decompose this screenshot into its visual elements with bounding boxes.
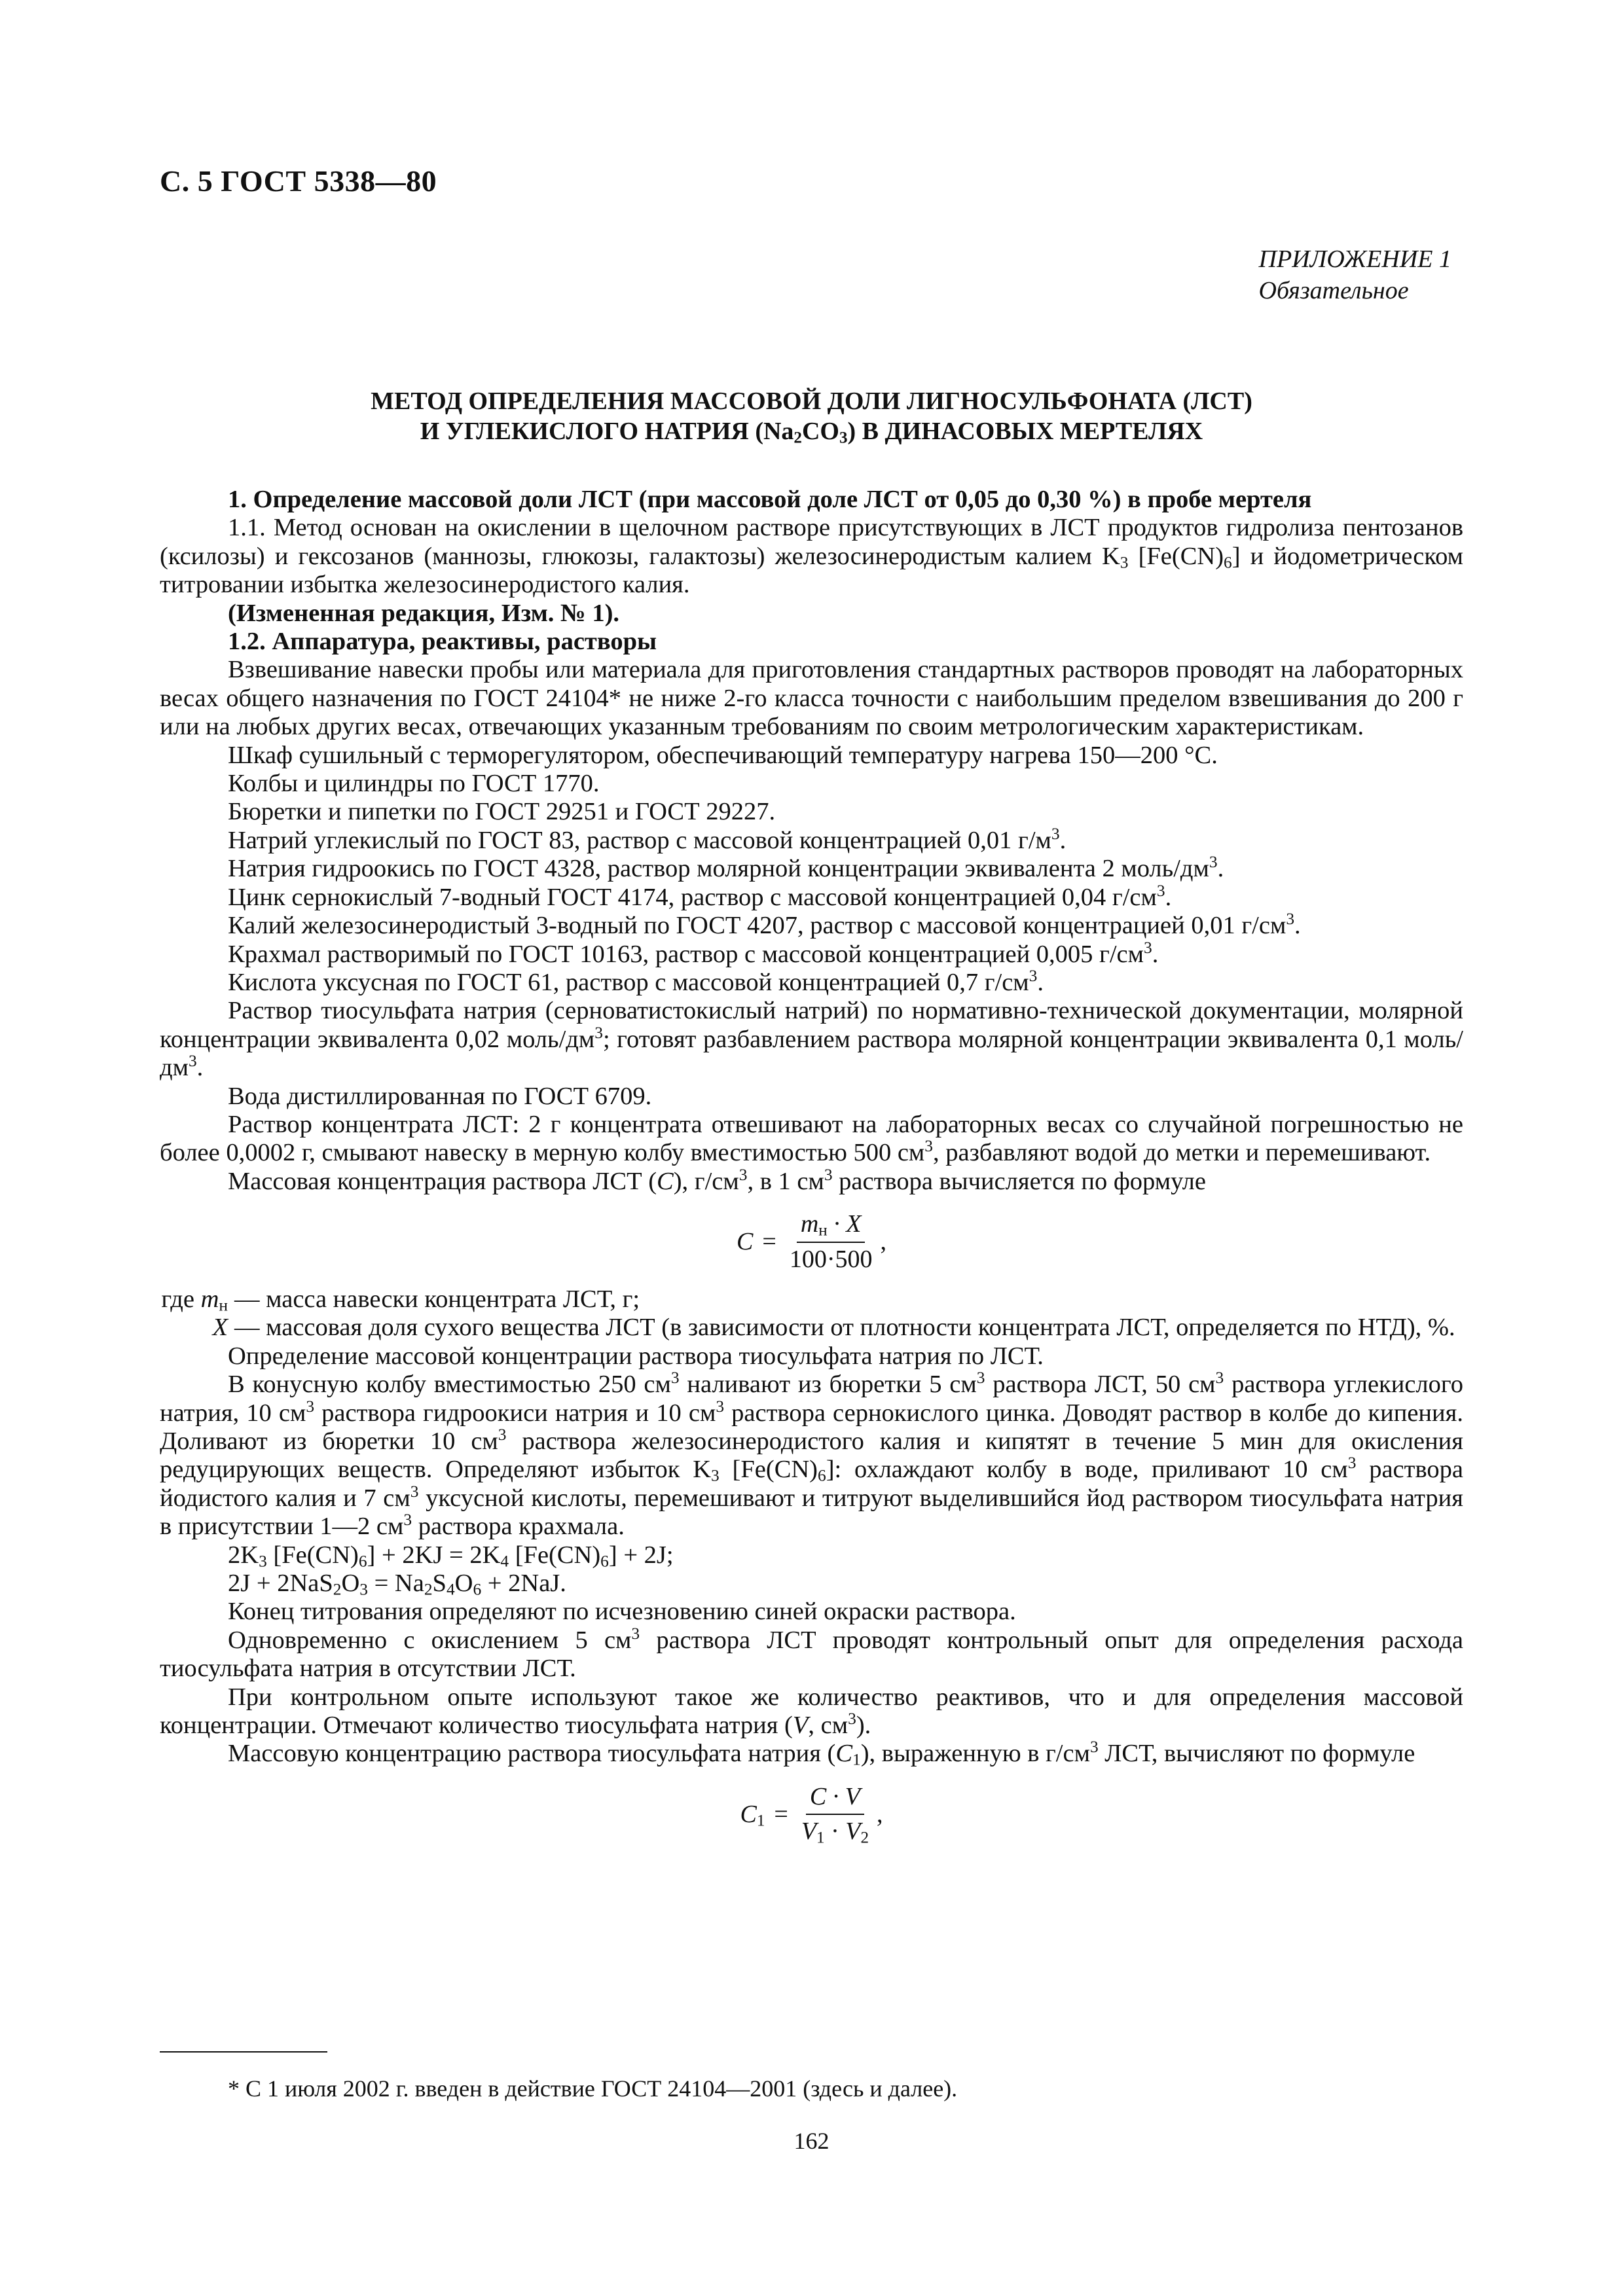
oven-item: Шкаф сушильный с терморегулятором, обеспечивающий температуру нагрева 150—200 °С. bbox=[228, 741, 1218, 769]
burettes-item: Бюретки и пипетки по ГОСТ 29251 и ГОСТ 29227. bbox=[228, 798, 776, 826]
where-item: X — массовая доля сухого вещества ЛСТ (в зависимости от плотности концентрата ЛСТ, определяется по НТД), %. bbox=[212, 1314, 1455, 1342]
formula-c1-fraction: $\frac{C \cdot V}{V_1 \cdot V_2}$ bbox=[801, 1782, 869, 1847]
reagent-item: Натрия гидроокись по ГОСТ 4328, раствор молярной концентрации эквивалента 2 моль/$дм^3$. bbox=[228, 853, 1224, 883]
endpoint-paragraph: Конец титрования определяют по исчезновению синей окраски раствора. bbox=[228, 1598, 1016, 1626]
control-2-paragraph: При контрольном опыте используют такое же количество реактивов, что и для определения массовой концентрации. Отмечают количество тиосульфата натрия (V, $см^3$). bbox=[160, 1683, 1463, 1740]
flasks-item: Колбы и цилиндры по ГОСТ 1770. bbox=[228, 770, 600, 798]
equation-1: $2K_3$ $[Fe(CN)_6] + 2KJ = 2K_4$ $[Fe(CN)_6] + 2J$; bbox=[228, 1541, 674, 1571]
appendix-title: ПРИЛОЖЕНИЕ 1 bbox=[1258, 245, 1451, 273]
reagent-item: Цинк сернокислый 7-водный ГОСТ 4174, раствор с массовой концентрацией 0,04 $г/см^3$. bbox=[228, 881, 1172, 911]
formula-c: C = $\frac{m_н \cdot X}{100\cdot 500}$ , bbox=[737, 1210, 886, 1273]
title-line-2: И УГЛЕКИСЛОГО НАТРИЯ $(Na_2CO_3)$ В ДИНАСОВЫХ МЕРТЕЛЯХ bbox=[420, 418, 1203, 447]
procedure-paragraph: В конусную колбу вместимостью 250 $см^3$ наливают из бюретки 5 $см^3$ раствора ЛСТ, 50 $см^3$ раствора углекислого натрия, 10 $см^3$ раствора гидроокиси натрия и 10 $см^3$ раствора сернокислого цинка. Доводят раствор в колбе до кипения. Доливают из бюретки 10 $см^3$ раствора железосинеродистого калия и кипятят в течение 5 мин для окисления редуцирующих веществ. Определяют избыток $K_3$ $[Fe(CN)_6]$: охлаждают колбу в воде, приливают 10 $см^3$ раствора йодистого калия и 7 $см^3$ уксусной кислоты, перемешивают и титруют выделившийся йод раствором тиосульфата натрия в присутствии 1—2 $см^3$ раствора крахмала. bbox=[160, 1369, 1463, 1541]
equation-2: $2J + 2NaS_2O_3 = Na_2S_4O_6 + 2NaJ$. bbox=[228, 1570, 566, 1599]
paragraph-1-1: 1.1. Метод основан на окислении в щелочном растворе присутствующих в ЛСТ продуктов гидролиза пентозанов (ксилозы) и гексозанов (маннозы, глюкозы, галактозы) железосинеродистым калием $K_3$ $[Fe(CN)_6]$ и йодометрическом титровании избытка железосинеродистого калия. bbox=[160, 514, 1463, 599]
thiosulfate-paragraph: Раствор тиосульфата натрия (серноватистокислый натрий) по нормативно-технической документации, молярной концентрации эквивалента 0,02 моль/$дм^3$; готовят разбавлением раствора молярной концентрации эквивалента 0,1 моль/$дм^3$. bbox=[160, 997, 1463, 1082]
document-body bbox=[160, 486, 1463, 1858]
water-item: Вода дистиллированная по ГОСТ 6709. bbox=[228, 1082, 652, 1110]
mass-concentration-paragraph: Массовая концентрация раствора ЛСТ (C), $г/см^3$, в 1 $см^3$ раствора вычисляется по формуле bbox=[228, 1165, 1206, 1195]
appendix-label bbox=[1259, 243, 1451, 306]
reagent-item: Крахмал растворимый по ГОСТ 10163, раствор с массовой концентрацией 0,005 $г/см^3$. bbox=[228, 938, 1159, 968]
section-1-2-heading: 1.2. Аппаратура, реактивы, растворы bbox=[228, 628, 657, 656]
where-list bbox=[160, 1285, 1463, 1342]
edition-note: (Измененная редакция, Изм. № 1). bbox=[228, 599, 620, 627]
appendix-status: Обязательное bbox=[1258, 277, 1409, 304]
footnote: * С 1 июля 2002 г. введен в действие ГОСТ 24104—2001 (здесь и далее). bbox=[228, 2075, 958, 2102]
determination-heading: Определение массовой концентрации раствора тиосульфата натрия по ЛСТ. bbox=[228, 1342, 1044, 1370]
document-title bbox=[160, 386, 1463, 446]
final-paragraph: Массовую концентрацию раствора тиосульфата натрия $(C_1)$, выраженную в $г/см^3$ ЛСТ, вычисляют по формуле bbox=[228, 1738, 1415, 1770]
title-line-1: МЕТОД ОПРЕДЕЛЕНИЯ МАССОВОЙ ДОЛИ ЛИГНОСУЛЬФОНАТА (ЛСТ) bbox=[371, 387, 1252, 415]
formula-c-fraction: $\frac{m_н \cdot X}{100\cdot 500}$ bbox=[789, 1210, 873, 1273]
control-paragraph: Одновременно с окислением 5 $см^3$ раствора ЛСТ проводят контрольный опыт для определения расхода тиосульфата натрия в отсутствии ЛСТ. bbox=[160, 1624, 1464, 1683]
where-item: где $m_н$ — масса навески концентрата ЛСТ, г; bbox=[161, 1285, 640, 1315]
reagent-item: Натрий углекислый по ГОСТ 83, раствор с массовой концентрацией 0,01 $г/м^3$. bbox=[228, 824, 1067, 854]
formula-c1: $C_1$ = $\frac{C \cdot V}{V_1 \cdot V_2}$ , bbox=[740, 1782, 883, 1847]
reagent-item: Кислота уксусная по ГОСТ 61, раствор с массовой концентрацией 0,7 $г/см^3$. bbox=[228, 966, 1044, 996]
concentrate-paragraph: Раствор концентрата ЛСТ: 2 г концентрата отвешивают на лабораторных весах со случайной погрешностью не более 0,0002 г, смывают навеску в мерную колбу вместимостью 500 $см^3$, разбавляют водой до метки и перемешивают. bbox=[160, 1110, 1463, 1167]
weighing-paragraph: Взвешивание навески пробы или материала для приготовления стандартных растворов проводят на лабораторных весах общего назначения по ГОСТ 24104* не ниже 2-го класса точности с наибольшим пределом взвешивания до 200 г или на любых других весах, отвечающих указанным требованиям по своим метрологическим характеристикам. bbox=[160, 656, 1463, 741]
section-1-heading: 1. Определение массовой доли ЛСТ (при массовой доле ЛСТ от 0,05 до 0,30 %) в пробе мертеля bbox=[228, 486, 1312, 513]
page-number: 162 bbox=[793, 2128, 830, 2154]
reagent-item: Калий железосинеродистый 3-водный по ГОСТ 4207, раствор с массовой концентрацией 0,01 $г/см^3$. bbox=[228, 910, 1301, 940]
document-code: С. 5 ГОСТ 5338—80 bbox=[160, 164, 437, 198]
footnote-divider bbox=[160, 2051, 327, 2053]
